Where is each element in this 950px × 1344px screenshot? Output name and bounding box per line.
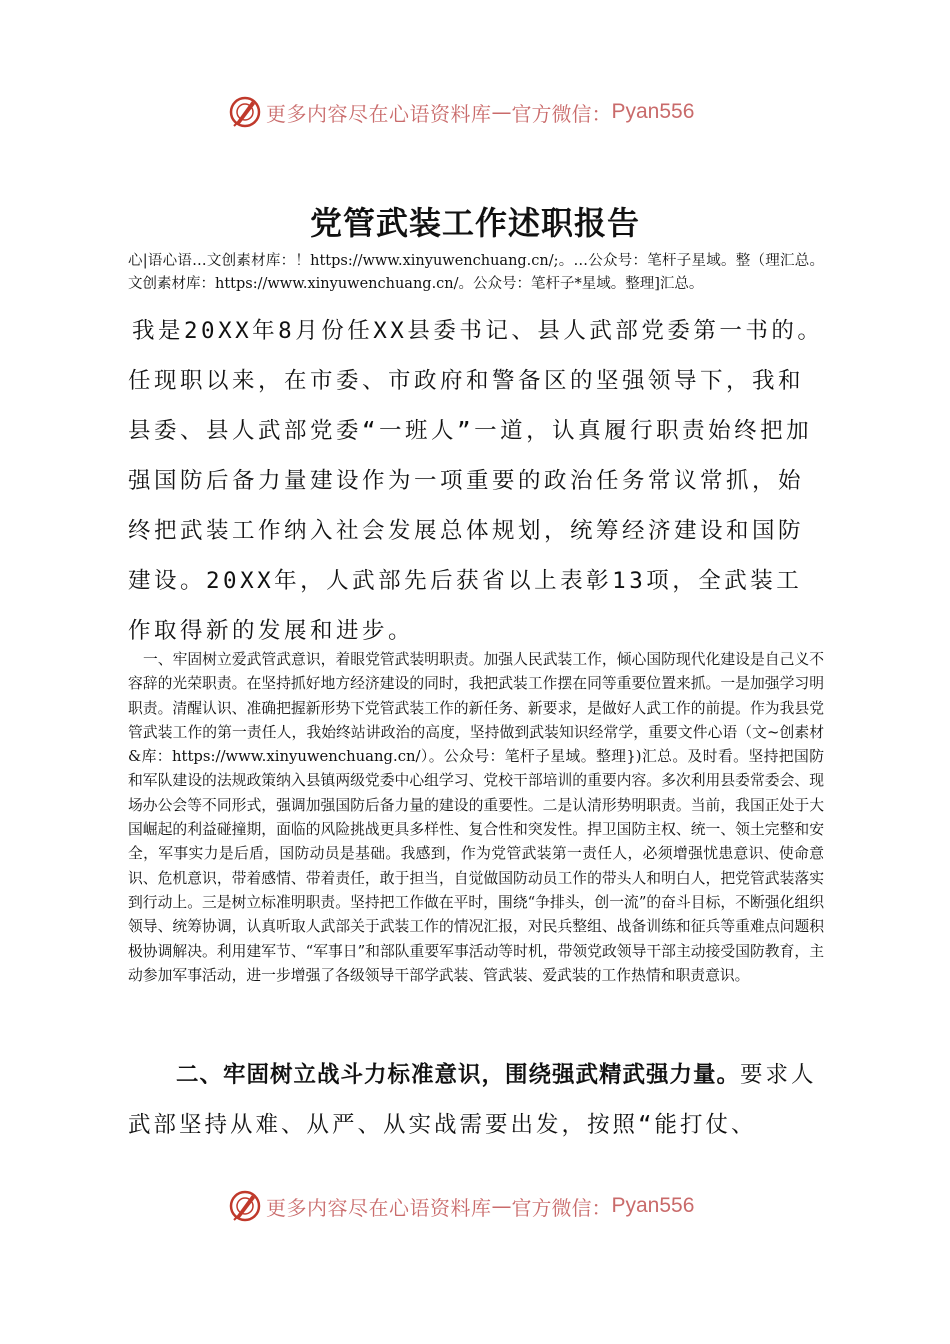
section-2-paragraph [128, 1050, 826, 1150]
banner-separator: — [491, 1194, 512, 1218]
section-2-heading: 二、牢固树立战斗力标准意识，围绕强武精武强力量。 [176, 1062, 741, 1088]
banner-text: 更多内容尽在心语资料库 [266, 1195, 492, 1220]
source-note: 心|语心语…文创素材库：！https://www.xinyuwenchuang.cn/;。…公众号：笔杆子星域。整（理汇总。文创素材库：https://www.xinyuwenchuang.cn/。公众号：笔杆子*星域。整理]汇总。 [128, 253, 824, 292]
intro-paragraph: 我是20XX年8月份任XX县委书记、县人武部党委第一书的。任现职以来，在市委、市政府和警备区的坚强领导下，我和县委、县人武部党委“一班人”一道，认真履行职责始终把加强国防后备力量建设作为一项重要的政治任务常议常抓，始终把武装工作纳入社会发展总体规划，统筹经济建设和国防建设。20XX年，人武部先后获省以上表彰13项，全武装工作取得新的发展和进步。 [128, 318, 824, 644]
section-2-body: 要求人武部坚持从难、从严、从实战需要出发，按照“能打仗、 [128, 1062, 817, 1138]
banner-wechat-label: 官方微信： [511, 101, 612, 126]
banner-wechat-label: 官方微信： [511, 1195, 612, 1220]
banner-text: 更多内容尽在心语资料库 [266, 101, 492, 126]
banner-wechat-id: Pyan556 [611, 1194, 695, 1217]
header-banner [228, 92, 694, 132]
banner-wechat-id: Pyan556 [611, 100, 695, 123]
section-1-paragraph: 一、牢固树立爱武管武意识，着眼党管武装明职责。加强人民武装工作，倾心国防现代化建设是自己义不容辞的光荣职责。在坚持抓好地方经济建设的同时，我把武装工作摆在同等重要位置来抓。一是加强学习明职责。清醒认识、准确把握新形势下党管武装工作的新任务、新要求，是做好人武工作的前提。作为我县党管武装工作的第一责任人，我始终站讲政治的高度，坚持做到武装知识经常学，重要文件心语（文~创素材&库：https://www.xinyuwenchuang.cn/）。公众号：笔杆子星域。整理})汇总。及时看。坚持把国防和军队建设的法规政策纳入县镇两级党委中心组学习、党校干部培训的重要内容。多次利用县委常委会、现场办公会等不同形式，强调加强国防后备力量的建设的重要性。二是认清形势明职责。当前，我国正处于大国崛起的利益碰撞期，面临的风险挑战更具多样性、复合性和突发性。捍卫国防主权、统一、领土完整和安全，军事实力是后盾，国防动员是基础。我感到，作为党管武装第一责任人，必须增强忧患意识、使命意识、危机意识，带着感情、带着责任，敢于担当，自觉做国防动员工作的带头人和明白人，把党管武装落实到行动上。三是树立标准明职责。坚持把工作做在平时，围绕“争排头，创一流”的奋斗目标，不断强化组织领导、统筹协调，认真听取人武部关于武装工作的情况汇报，对民兵整组、战备训练和征兵等重难点问题积极协调解决。利用建军节、“军事日”和部队重要军事活动等时机，带领党政领导干部主动接受国防教育，主动参加军事活动，进一步增强了各级领导干部学武装、管武装、爱武装的工作热情和职责意识。 [128, 651, 824, 984]
quill-logo-icon [228, 95, 262, 129]
document-title: 党管武装工作述职报告 [309, 204, 640, 242]
footer-banner [228, 1186, 694, 1226]
quill-logo-icon [228, 1189, 262, 1223]
banner-separator: — [491, 100, 512, 124]
